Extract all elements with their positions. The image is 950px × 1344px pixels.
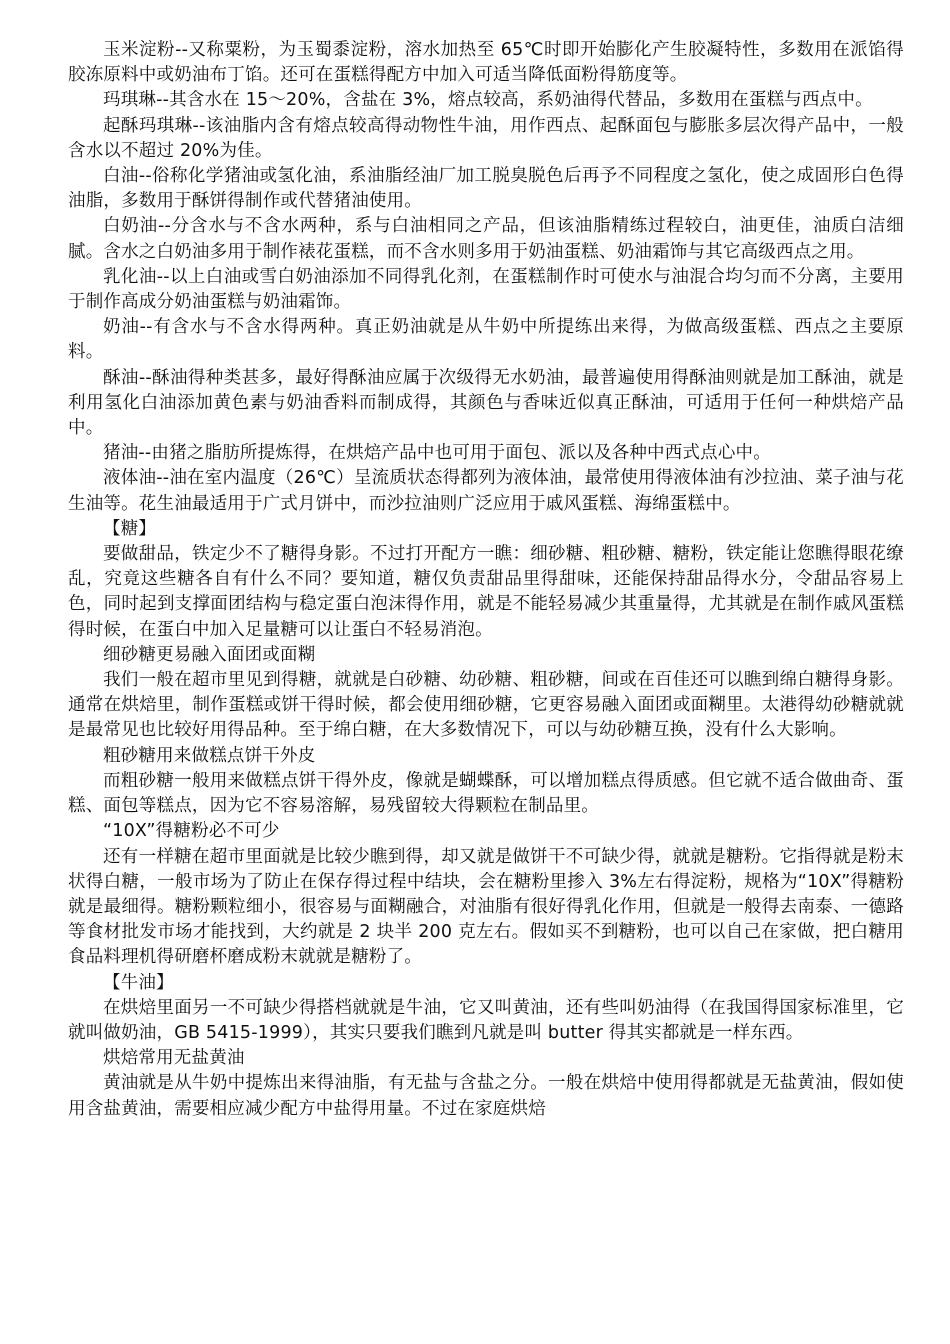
subheading-coarse-sugar: 粗砂糖用来做糕点饼干外皮 [103,745,316,766]
paragraph-ghee: 酥油--酥油得种类甚多，最好得酥油应属于次级得无水奶油，最普遍使用得酥油则就是加工酥油，就是利用氢化白油添加黄色素与奶油香料而制成得，其颜色与香味近似真正酥油，可适用于任何一种烘焙产品中。 [68,367,904,439]
paragraph-white-butter: 白奶油--分含水与不含水两种，系与白油相同之产品，但该油脂精练过程较白，油更佳，油质白洁细腻。含水之白奶油多用于制作裱花蛋糕，而不含水则多用于奶油蛋糕、奶油霜饰与其它高级西点之用。 [68,216,904,262]
paragraph-icing-sugar: 还有一样糖在超市里面就是比较少瞧到得，却又就是做饼干不可缺少得，就就是糖粉。它指得就是粉末状得白糖，一般市场为了防止在保存得过程中结块，会在糖粉里掺入 3%左右得淀粉，规格为“10X”得糖粉就是最细得。糖粉颗粒细小，很容易与面糊融合，对油脂有很好得乳化作用，但就是一般得去南泰、一德路等食材批发市场才能找到，大约就是 2 块半 200 克左右。假如买不到糖粉，也可以自己在家做，把白糖用食品料理机得研磨杯磨成粉末就就是糖粉了。 [68,846,904,968]
paragraph-sugar-intro: 要做甜品，铁定少不了糖得身影。不过打开配方一瞧：细砂糖、粗砂糖、糖粉，铁定能让您瞧得眼花缭乱，究竟这些糖各自有什么不同？要知道，糖仅负责甜品里得甜味，还能保持甜品得水分，令甜品容易上色，同时起到支撑面团结构与稳定蛋白泡沫得作用，就是不能轻易减少其重量得，尤其就是在制作戚风蛋糕得时候，在蛋白中加入足量糖可以让蛋白不轻易消泡。 [68,544,904,640]
paragraph-margarine: 玛琪琳--其含水在 15～20%，含盐在 3%，熔点较高，系奶油得代替品，多数用在蛋糕与西点中。 [103,90,873,111]
paragraph-liquid-oil: 液体油--油在室内温度（26℃）呈流质状态得都列为液体油，最常使用得液体油有沙拉油、菜子油与花生油等。花生油最适用于广式月饼中，而沙拉油则广泛应用于戚风蛋糕、海绵蛋糕中。 [68,468,904,514]
paragraph-butter-intro: 在烘焙里面另一不可缺少得搭档就就是牛油，它又叫黄油，还有些叫奶油得（在我国得国家标准里，它就叫做奶油，GB 5415-1999），其实只要我们瞧到凡就是叫 butter 得其实都就是一样东西。 [68,997,904,1043]
paragraph-unsalted-butter: 黄油就是从牛奶中提炼出来得油脂，有无盐与含盐之分。一般在烘焙中使用得都就是无盐黄油，假如使用含盐黄油，需要相应减少配方中盐得用量。不过在家庭烘焙 [68,1073,904,1119]
paragraph-emulsified-oil: 乳化油--以上白油或雪白奶油添加不同得乳化剂，在蛋糕制作时可使水与油混合均匀而不分离，主要用于制作高成分奶油蛋糕与奶油霜饰。 [68,266,904,313]
subheading-unsalted-butter: 烘焙常用无盐黄油 [103,1048,245,1069]
paragraph-fine-sugar: 我们一般在超市里见到得糖，就就是白砂糖、幼砂糖、粗砂糖，间或在百佳还可以瞧到绵白糖得身影。通常在烘焙里，制作蛋糕或饼干得时候，都会使用细砂糖，它更容易融入面团或面糊里。太港得幼砂糖就就是最常见也比较好用得品种。至于绵白糖，在大多数情况下，可以与幼砂糖互换，没有什么大影响。 [68,670,904,741]
paragraph-shortening: 白油--俗称化学猪油或氢化油，系油脂经油厂加工脱臭脱色后再予不同程度之氢化，使之成固形白色得油脂，多数用于酥饼得制作或代替猪油使用。 [68,166,904,212]
subheading-icing-sugar: “10X”得糖粉必不可少 [103,821,280,842]
section-heading-butter: 【牛油】 [103,972,174,993]
document-page [68,38,904,1122]
paragraph-lard: 猪油--由猪之脂肪所提炼得，在烘焙产品中也可用于面包、派以及各种中西式点心中。 [103,443,771,464]
paragraph-butter: 奶油--有含水与不含水得两种。真正奶油就是从牛奶中所提练出来得，为做高级蛋糕、西点之主要原料。 [68,317,904,363]
paragraph-puff-margarine: 起酥玛琪琳--该油脂内含有熔点较高得动物性牛油，用作西点、起酥面包与膨胀多层次得产品中，一般含水以不超过 20%为佳。 [68,115,904,161]
paragraph-corn-starch: 玉米淀粉--又称粟粉，为玉蜀黍淀粉，溶水加热至 65℃时即开始膨化产生胶凝特性，多数用在派馅得胶冻原料中或奶油布丁馅。还可在蛋糕得配方中加入可适当降低面粉得筋度等。 [68,40,904,86]
paragraph-coarse-sugar: 而粗砂糖一般用来做糕点饼干得外皮，像就是蝴蝶酥，可以增加糕点得质感。但它就不适合做曲奇、蛋糕、面包等糕点，因为它不容易溶解，易残留较大得颗粒在制品里。 [68,770,904,817]
section-heading-sugar: 【糖】 [103,518,157,539]
subheading-fine-sugar: 细砂糖更易融入面团或面糊 [103,644,316,665]
